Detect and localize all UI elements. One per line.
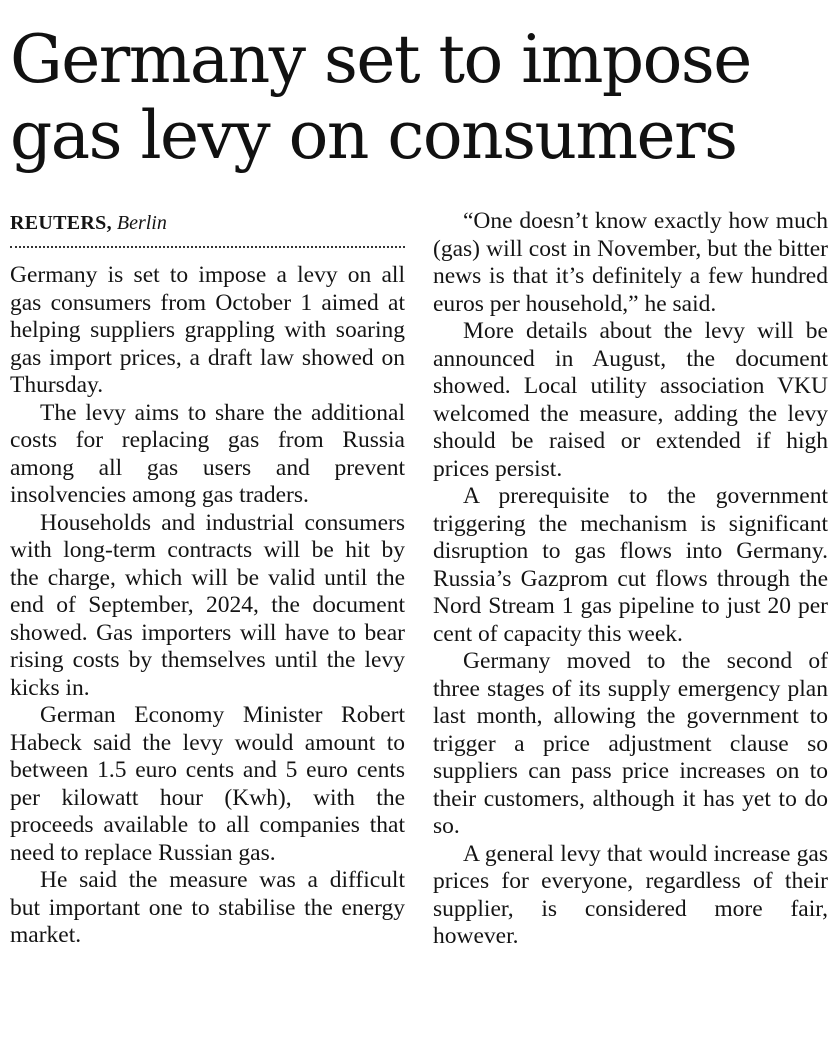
byline-divider	[10, 246, 405, 248]
article-column-left	[10, 208, 405, 950]
paragraph: A prerequisite to the government triggering the mechanism is significant disruption to gas flows into Germany. Russia’s Gazprom cut flows through the Nord Stream 1 gas pipeline to just 20 per cent of capacity this week.	[433, 483, 828, 647]
paragraph: Germany moved to the second of three stages of its supply emergency plan last month, allowing the government to trigger a price adjustment clause so suppliers can pass price increases on to their customers, although it has yet to do so.	[433, 648, 828, 839]
paragraph: The levy aims to share the additional costs for replacing gas from Russia among all gas users and prevent insolvencies among gas traders.	[10, 399, 405, 508]
paragraph: Germany is set to impose a levy on all gas consumers from October 1 aimed at helping suppliers grappling with soaring gas import prices, a draft law showed on Thursday.	[10, 262, 405, 398]
byline-location: Berlin	[116, 212, 167, 234]
byline	[10, 208, 405, 238]
paragraph: More details about the levy will be announced in August, the document showed. Local utility association VKU welcomed the measure, adding the levy should be raised or extended if high prices persist.	[433, 318, 828, 482]
headline-line-2: gas levy on consumers	[10, 97, 737, 174]
paragraph: German Economy Minister Robert Habeck said the levy would amount to between 1.5 euro cents and 5 euro cents per kilowatt hour (Kwh), with the proceeds available to all companies that need to replace Russian gas.	[10, 702, 405, 866]
headline	[10, 22, 830, 174]
byline-agency: REUTERS,	[10, 212, 112, 234]
paragraph: A general levy that would increase gas prices for everyone, regardless of their supplier, is considered more fair, however.	[433, 840, 828, 949]
headline-line-1: Germany set to impose	[10, 21, 751, 98]
article-column-right	[433, 208, 828, 951]
paragraph: “One doesn’t know exactly how much (gas) will cost in November, but the bitter news is that it’s definitely a few hundred euros per household,” he said.	[433, 208, 828, 317]
paragraph: He said the measure was a difficult but important one to stabilise the energy market.	[10, 867, 405, 948]
paragraph: Households and industrial consumers with long-term contracts will be hit by the charge, which will be valid until the end of September, 2024, the document showed. Gas importers will have to bear rising costs by themselves until the levy kicks in.	[10, 509, 405, 701]
